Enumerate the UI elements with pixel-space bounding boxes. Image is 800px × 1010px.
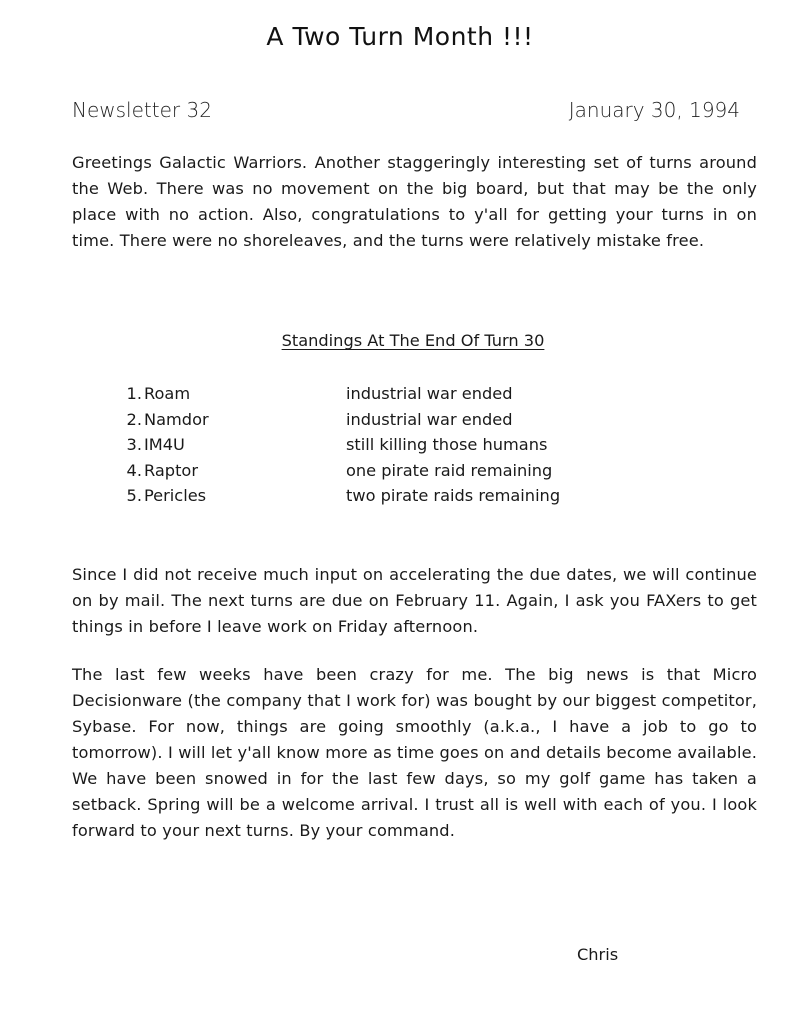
standings-player: Pericles: [144, 486, 207, 506]
standings-list: [114, 381, 674, 509]
due-dates-paragraph: Since I did not receive much input on accelerating the due dates, we will continue on by mail. The next turns are due on February 11. Again, I ask you FAXers to get things in before I leave work on Friday afternoon.: [72, 565, 757, 636]
personal-news-paragraph: The last few weeks have been crazy for me. The big news is that Micro Decisionware (the company that I work for) was bought by our biggest competitor, Sybase. For now, things are going smoothly (a.k.a., I have a job to go to tomorrow). I will let y'all know more as time goes on and details become available. We have been snowed in for the last few days, so my golf game has taken a setback. Spring will be a welcome arrival. I trust all is well with each of you. I look forward to your next turns. By your command.: [72, 665, 757, 840]
standings-row: [114, 407, 674, 433]
standings-rank: 2.: [126, 409, 142, 429]
standings-player: Namdor: [144, 409, 209, 429]
standings-rank: 5.: [126, 486, 142, 506]
standings-rank: 3.: [126, 435, 142, 455]
standings-rank: 4.: [126, 460, 142, 480]
standings-status: industrial war ended: [346, 409, 513, 429]
standings-status: industrial war ended: [346, 384, 513, 403]
standings-player: Raptor: [144, 460, 198, 480]
standings-rank: 1.: [126, 384, 142, 403]
standings-row: [114, 432, 674, 458]
standings-status: one pirate raid remaining: [346, 460, 553, 480]
standings-player: Roam: [144, 384, 191, 403]
standings-row: [114, 458, 674, 484]
standings-heading: Standings At The End Of Turn 30: [281, 331, 545, 350]
signature: Chris: [577, 945, 619, 964]
newsletter-number: Newsletter 32: [72, 98, 212, 122]
standings-row: [114, 483, 674, 509]
newsletter-date: January 30, 1994: [568, 98, 740, 122]
standings-status: two pirate raids remaining: [346, 486, 561, 506]
standings-row: [114, 381, 674, 407]
greeting-paragraph: Greetings Galactic Warriors. Another staggeringly interesting set of turns around the Web. There was no movement on the big board, but that may be the only place with no action. Also, congratulations to y'all for getting your turns in on time. There were no shoreleaves, and the turns were relatively mistake free.: [72, 153, 757, 250]
standings-status: still killing those humans: [346, 435, 548, 455]
newsletter-title: A Two Turn Month !!!: [266, 22, 534, 51]
standings-player: IM4U: [144, 435, 185, 455]
